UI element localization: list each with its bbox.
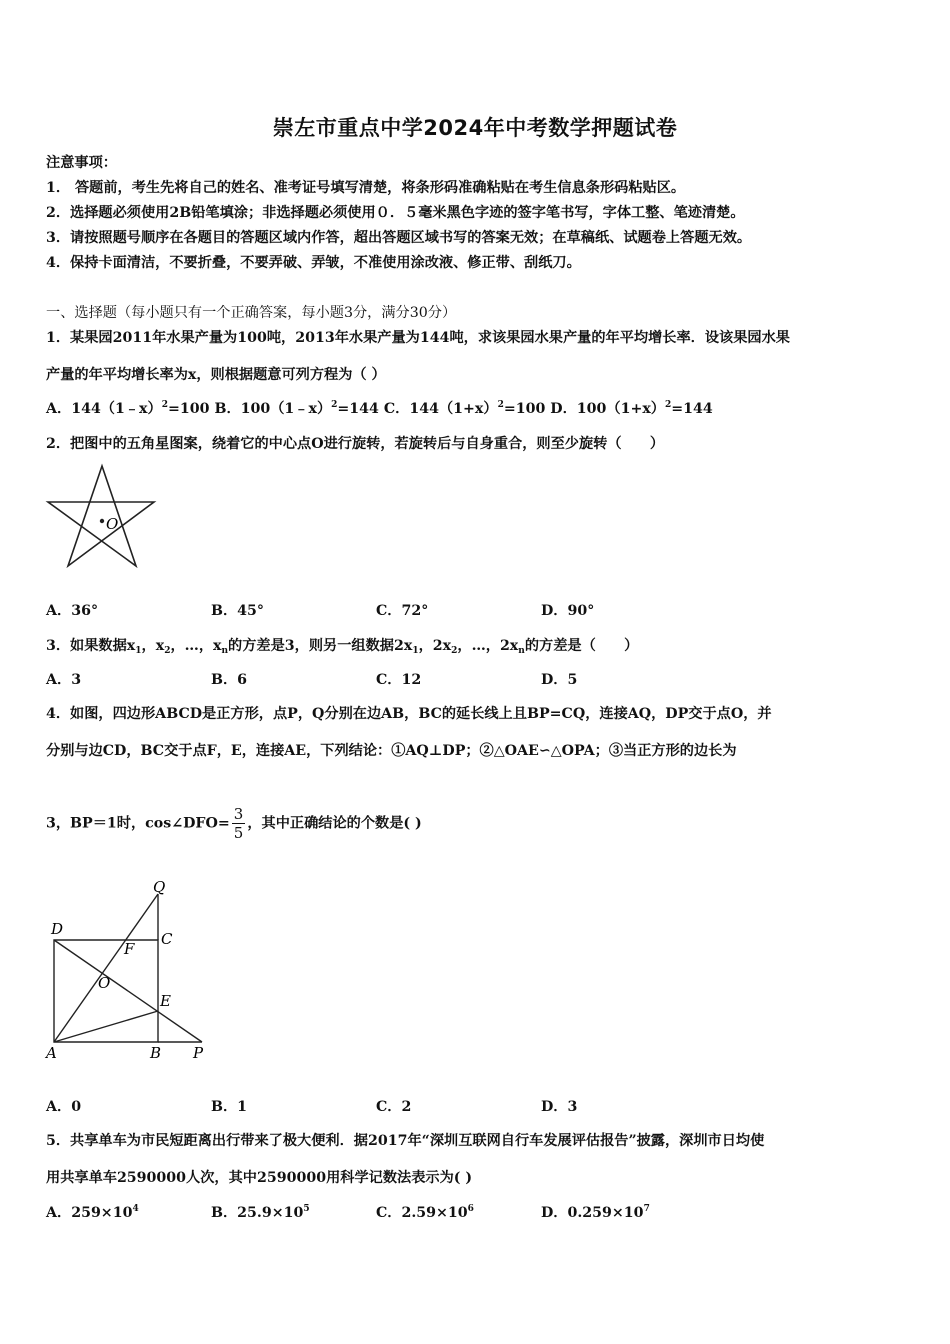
q1-option-b[interactable]: B．100（1﹣x） xyxy=(214,401,332,417)
q3-sub: n xyxy=(221,646,229,656)
cos-fraction xyxy=(232,805,246,842)
q4-option-d[interactable]: D．3 xyxy=(541,1099,578,1115)
q1-exp: 2 xyxy=(665,400,672,410)
q2-option-d[interactable]: D．90° xyxy=(541,603,595,619)
notice-item: 1． 答题前，考生先将自己的姓名、准考证号填写清楚，将条形码准确粘贴在考生信息条形码粘贴区。 xyxy=(46,180,686,196)
q4-line1: 4．如图，四边形ABCD是正方形，点P，Q分别在边AB，BC的延长线上且BP=CQ，连接AQ，DP交于点O，并 xyxy=(46,706,772,722)
q1-option-d[interactable]: D．100（1+x） xyxy=(550,401,665,417)
q1-option-a[interactable]: A．144（1﹣x） xyxy=(46,401,162,417)
label-o: O xyxy=(98,974,111,992)
q1-option-c-tail: =100 xyxy=(503,401,546,417)
q5-exp: 4 xyxy=(132,1204,139,1214)
q4-line3b: ，其中正确结论的个数是( ) xyxy=(247,815,422,832)
q5-exp: 7 xyxy=(643,1204,650,1214)
pentagram-icon xyxy=(48,466,154,566)
q3-part: ，…，x xyxy=(170,638,222,654)
q5-exp: 6 xyxy=(467,1204,474,1214)
segment-ae xyxy=(54,1011,158,1042)
center-point-icon xyxy=(100,519,104,523)
q1-option-b-tail: =144 xyxy=(337,401,379,417)
q4-option-a[interactable]: A．0 xyxy=(46,1099,82,1115)
q5-option-b-text: B．25.9×10 xyxy=(211,1205,304,1221)
q2-option-b[interactable]: B．45° xyxy=(211,603,265,619)
square-figure xyxy=(40,878,220,1064)
section-heading: 一、选择题（每小题只有一个正确答案，每小题3分，满分30分） xyxy=(46,305,457,321)
q4-line3a: 3，BP＝1时，cos∠DFO= xyxy=(46,815,230,832)
q3-sub: 1 xyxy=(135,646,142,656)
notice-heading: 注意事项： xyxy=(46,155,117,171)
q4-option-c[interactable]: C．2 xyxy=(376,1099,412,1115)
notice-item: 3．请按照题号顺序在各题目的答题区域内作答，超出答题区域书写的答案无效；在草稿纸、试题卷上答题无效。 xyxy=(46,230,752,246)
q3-part: 的方差是3，则另一组数据2x xyxy=(228,638,413,654)
label-c: C xyxy=(161,930,173,948)
q1-options xyxy=(46,398,713,418)
q1-exp: 2 xyxy=(331,400,338,410)
q3-sub: 2 xyxy=(164,646,171,656)
q3-part: ，x xyxy=(141,638,165,654)
notice-item: 2．选择题必须使用2B铅笔填涂；非选择题必须使用０．５毫米黑色字迹的签字笔书写，字体工整、笔迹清楚。 xyxy=(46,205,745,221)
label-b: B xyxy=(150,1044,162,1062)
q4-option-b[interactable]: B．1 xyxy=(211,1099,248,1115)
q1-line2: 产量的年平均增长率为x，则根据题意可列方程为（ ） xyxy=(46,367,386,383)
label-d: D xyxy=(51,920,64,938)
label-f: F xyxy=(124,940,135,958)
q1-option-c[interactable]: C．144（1+x） xyxy=(383,401,498,417)
label-a: A xyxy=(46,1044,57,1062)
q3-part: 的方差是（ ） xyxy=(524,638,639,654)
q5-option-c-text: C．2.59×10 xyxy=(376,1205,468,1221)
q3-option-b[interactable]: B．6 xyxy=(211,672,248,688)
label-q: Q xyxy=(153,878,166,896)
q5-option-a-text: A．259×10 xyxy=(46,1205,133,1221)
q2-option-a[interactable]: A．36° xyxy=(46,603,99,619)
q2-option-c[interactable]: C．72° xyxy=(376,603,429,619)
q5-option-a[interactable] xyxy=(46,1202,139,1222)
q3-part: ，…，2x xyxy=(457,638,519,654)
segment-aq xyxy=(54,894,158,1042)
q3-sub: 1 xyxy=(412,646,419,656)
q5-exp: 5 xyxy=(303,1204,310,1214)
center-label: O xyxy=(106,515,119,533)
q3-text xyxy=(46,635,638,656)
page-title: 崇左市重点中学2024年中考数学押题试卷 xyxy=(272,116,678,140)
q4-line3 xyxy=(46,805,422,842)
q1-option-d-tail: =144 xyxy=(671,401,713,417)
label-e: E xyxy=(160,992,171,1010)
q1-option-a-tail: =100 xyxy=(167,401,210,417)
q5-option-c[interactable] xyxy=(376,1202,474,1222)
q3-option-c[interactable]: C．12 xyxy=(376,672,422,688)
q3-sub: 2 xyxy=(451,646,458,656)
q3-sub: n xyxy=(518,646,525,656)
q1-exp: 2 xyxy=(497,400,504,410)
q5-line1: 5．共享单车为市民短距离出行带来了极大便利．据2017年“深圳互联网自行车发展评估报告”披露，深圳市日均使 xyxy=(46,1133,765,1149)
star-figure xyxy=(44,462,158,570)
q5-option-d[interactable] xyxy=(541,1202,650,1222)
q3-option-a[interactable]: A．3 xyxy=(46,672,82,688)
q3-part: 3．如果数据x xyxy=(46,638,136,654)
q2-text: 2．把图中的五角星图案，绕着它的中心点O进行旋转，若旋转后与自身重合，则至少旋转（ ） xyxy=(46,436,665,452)
q5-option-b[interactable] xyxy=(211,1202,310,1222)
fraction-numerator: 3 xyxy=(233,805,244,823)
q1-line1: 1．某果园2011年水果产量为100吨，2013年水果产量为144吨，求该果园水果产量的年平均增长率．设该果园水果 xyxy=(46,330,790,346)
q3-part: ，2x xyxy=(418,638,452,654)
q4-line2: 分别与边CD，BC交于点F，E，连接AE，下列结论：①AQ⊥DP；②△OAE∽△OPA；③当正方形的边长为 xyxy=(46,743,737,759)
q1-exp: 2 xyxy=(161,400,168,410)
q5-line2: 用共享单车2590000人次，其中2590000用科学记数法表示为( ) xyxy=(46,1170,473,1186)
notice-item: 4．保持卡面清洁，不要折叠，不要弄破、弄皱，不准使用涂改液、修正带、刮纸刀。 xyxy=(46,255,581,271)
label-p: P xyxy=(193,1044,204,1062)
q5-option-d-text: D．0.259×10 xyxy=(541,1205,644,1221)
q3-option-d[interactable]: D．5 xyxy=(541,672,578,688)
fraction-denominator: 5 xyxy=(233,824,244,842)
